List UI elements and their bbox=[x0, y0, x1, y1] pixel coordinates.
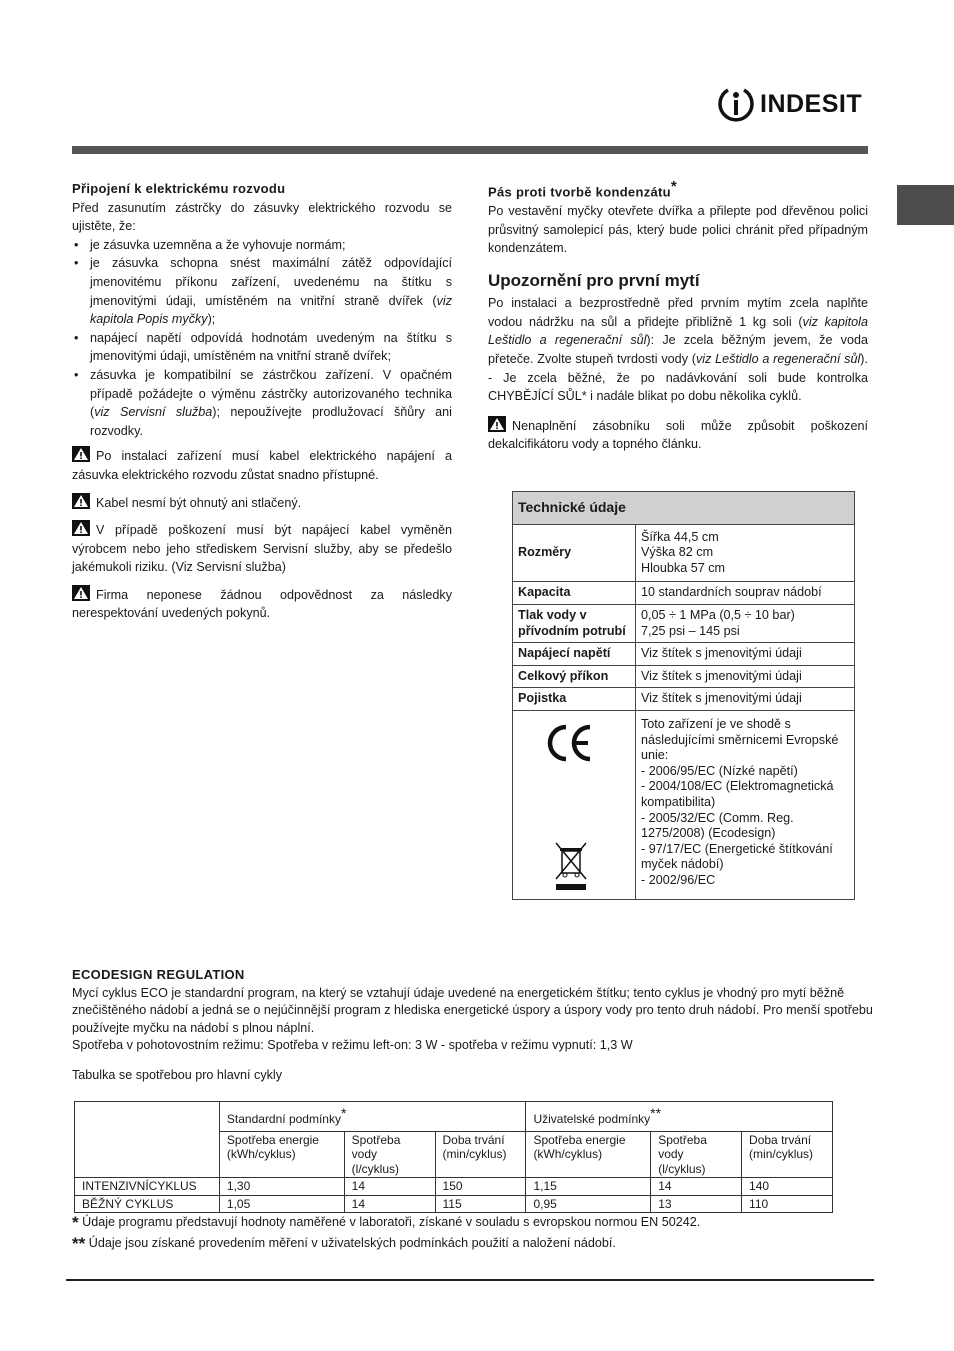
list-item: • je zásuvka uzemněna a že vyhovuje normám; bbox=[72, 236, 452, 255]
section-heading: Pás proti tvorbě kondenzátu* bbox=[488, 178, 678, 200]
directive-item: - 2005/32/EC (Comm. Reg. 1275/2008) (Ecodesign) bbox=[641, 810, 794, 841]
table-row: Napájecí napětí Viz štítek s jmenovitými údaji bbox=[513, 643, 855, 666]
warning-icon bbox=[72, 446, 90, 462]
section-heading: ECODESIGN REGULATION bbox=[72, 967, 245, 982]
language-tab-marker bbox=[897, 185, 954, 225]
table-header-row: Spotřeba energie (kWh/cyklus) Spotřeba vody (l/cyklus) Doba trvání (min/cyklus) Spotřeba energie (kWh/cyklus) Spotřeba vody (l/cyklus) Doba trvání (min/cyklus) bbox=[75, 1131, 833, 1178]
warning-note: Po instalaci zařízení musí kabel elektrického napájení a zásuvka elektrického rozvodu zůstat snadno přístupné. bbox=[72, 446, 452, 484]
warning-icon bbox=[72, 493, 90, 509]
checklist bbox=[72, 236, 452, 441]
logo-text: INDESIT bbox=[760, 90, 863, 118]
ecodesign-text: Mycí cyklus ECO je standardní program, na který se vztahují údaje uvedené na energetickém štítku; tento cyklus je vhodný pro mytí běžně znečištěného nádobí a jedná se o nejúčinnější program z hlediska energetické úspory a úspory vody pro tento druh nádobí. Pro menší spotřebu používejte myčku na nádobí s plnou náplní. bbox=[72, 985, 873, 1035]
weee-bin-icon bbox=[553, 841, 589, 893]
warning-note: V případě poškození musí být napájecí kabel vyměněn výrobcem nebo jeho střediskem Servisní služby, aby se předešlo jakémukoli riziku. (Viz Servisní služba) bbox=[72, 520, 452, 577]
compliance-row bbox=[513, 710, 855, 899]
table-row: Pojistka Viz štítek s jmenovitými údaji bbox=[513, 688, 855, 711]
logo-emblem-icon bbox=[716, 84, 756, 124]
section-heading: Připojení k elektrickému rozvodu bbox=[72, 181, 286, 196]
footer-rule bbox=[66, 1279, 874, 1281]
consumption-table bbox=[74, 1101, 833, 1213]
technical-data-table bbox=[512, 491, 855, 900]
list-item: • napájecí napětí odpovídá hodnotám uvedeným na štítku s jmenovitými údaji, umístěném na vnitřní straně dvířek; bbox=[72, 329, 452, 366]
warning-note: Kabel nesmí být ohnutý ani stlačený. bbox=[72, 493, 452, 513]
condensation-and-first-wash-section bbox=[488, 178, 868, 454]
indesit-logo bbox=[716, 84, 868, 124]
table-row: Tlak vody v přívodním potrubí 0,05 ÷ 1 MPa (0,5 ÷ 10 bar) 7,25 psi – 145 psi bbox=[513, 604, 855, 642]
warning-note: Nenaplnění zásobníku soli může způsobit poškození dekalcifikátoru vody a topného článku. bbox=[488, 416, 868, 454]
footnote: * Údaje programu představují hodnoty naměřené v laboratoři, získané v souladu s evropskou normou EN 50242. bbox=[72, 1213, 701, 1232]
footnote: ** Údaje jsou získané provedením měření v uživatelských podmínkách použití a naložení nádobí. bbox=[72, 1234, 616, 1253]
first-wash-title: Upozornění pro první mytí bbox=[488, 270, 700, 290]
table-row: Rozměry Šířka 44,5 cm Výška 82 cm Hloubka 57 cm bbox=[513, 524, 855, 582]
standby-text: Spotřeba v pohotovostním režimu: Spotřeba v režimu left-on: 3 W - spotřeba v režimu vypnutí: 1,3 W bbox=[72, 1038, 633, 1053]
table-title: Technické údaje bbox=[513, 492, 855, 525]
table-caption: Tabulka se spotřebou pro hlavní cykly bbox=[72, 1067, 283, 1082]
ce-mark-icon bbox=[545, 723, 595, 763]
table-row: INTENZIVNÍCYKLUS 1,30 14 150 1,15 14 140 bbox=[75, 1178, 833, 1196]
ecodesign-section bbox=[72, 966, 874, 1085]
table-row: Kapacita 10 standardních souprav nádobí bbox=[513, 582, 855, 605]
directive-item: - 2004/108/EC (Elektromagnetická kompatibilita) bbox=[641, 779, 834, 809]
table-header-row: Standardní podmínky* Uživatelské podmínky** bbox=[75, 1102, 833, 1132]
intro-text: Před zasunutím zástrčky do zásuvky elektrického rozvodu se ujistěte, že: bbox=[72, 200, 452, 234]
table-row: BĚŽNÝ CYKLUS 1,05 14 115 0,95 13 110 bbox=[75, 1195, 833, 1213]
list-item: • zásuvka je kompatibilní se zástrčkou zařízení. V opačném případě požádejte o výměnu zástrčky autorizovaného technika (viz Servisní služba); nepoužívejte prodlužovací šňůry ani rozvodky. bbox=[72, 366, 452, 440]
warning-icon bbox=[72, 520, 90, 536]
header-rule bbox=[72, 146, 868, 154]
warning-icon bbox=[72, 585, 90, 601]
directive-item: - 2002/96/EC bbox=[641, 872, 716, 887]
warning-note: Firma neponese žádnou odpovědnost za následky nerespektování uvedených pokynů. bbox=[72, 585, 452, 623]
first-wash-text: Po instalaci a bezprostředně před prvním mytím zcela naplňte vodou nádržku na sůl a přidejte přibližně 1 kg soli (viz kapitola Leštidlo a regenerační sůl): Je zcela běžným jevem, že voda přeteče. Zvolte stupeň tvrdosti vody (viz Leštidlo a regenerační sůl). - Je zcela běžné, že po nadávkování soli bude kontrolka CHYBĚJÍCÍ SŮL* i nadále blikat po dobu několika cyklů. bbox=[488, 296, 868, 404]
condensation-text: Po vestavění myčky otevřete dvířka a přilepte pod dřevěnou polici průsvitný samolepicí pás, který bude polici chránit před případným kondenzátem. bbox=[488, 203, 868, 256]
electrical-connection-section bbox=[72, 180, 452, 623]
footnotes bbox=[72, 1212, 874, 1254]
directive-item: - 2006/95/EC (Nízké napětí) bbox=[641, 763, 798, 778]
warning-icon bbox=[488, 416, 506, 432]
table-row: Celkový příkon Viz štítek s jmenovitými údaji bbox=[513, 665, 855, 688]
directive-item: - 97/17/EC (Energetické štítkování myček nádobí) bbox=[641, 841, 833, 872]
compliance-intro: Toto zařízení je ve shodě s následujícími směrnicemi Evropské unie: bbox=[641, 716, 839, 763]
list-item: • je zásuvka schopna snést maximální zátěž odpovídající jmenovitému příkonu zařízení, uvedenému na štítku s jmenovitými údaji, umístěném na vnitřní straně dvířek (viz kapitola Popis myčky); bbox=[72, 254, 452, 328]
